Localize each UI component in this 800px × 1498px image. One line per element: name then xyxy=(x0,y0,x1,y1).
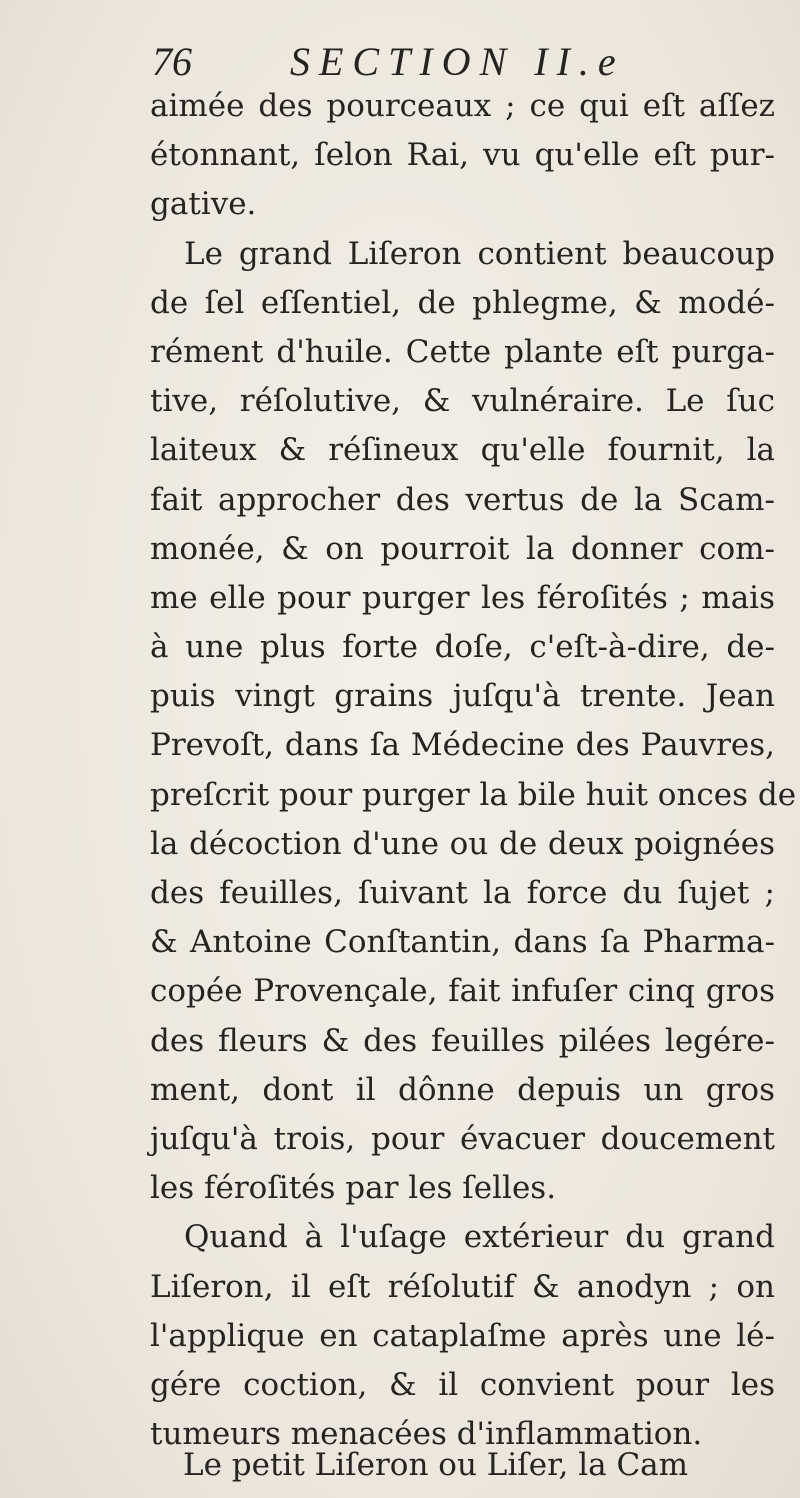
text-line: puis vingt grains juſqu'à trente. Jean xyxy=(150,678,775,715)
page-header xyxy=(150,30,770,88)
text-line: la décoction d'une ou de deux poignées xyxy=(150,825,775,862)
text-line: étonnant, ſelon Rai, vu qu'elle eſt pur- xyxy=(150,137,775,174)
text-line: des fleurs & des feuilles pilées legére- xyxy=(150,1022,775,1059)
text-line: fait approcher des vertus de la Scam- xyxy=(150,481,775,518)
text-line: rément d'huile. Cette plante eſt purga- xyxy=(150,333,775,370)
text-line: me elle pour purger les féroſités ; mais xyxy=(150,579,775,616)
text-line: Prevoſt, dans ſa Médecine des Pauvres, xyxy=(150,727,775,764)
text-line: ment, dont il dônne depuis un gros xyxy=(150,1071,775,1108)
text-line: & Antoine Conſtantin, dans ſa Pharma- xyxy=(150,924,775,961)
text-line: preſcrit pour purger la bile huit onces de xyxy=(150,776,797,813)
text-line: gére coction, & il convient pour les xyxy=(150,1366,775,1403)
text-line: l'applique en cataplaſme après une lé- xyxy=(150,1317,775,1354)
text-line: juſqu'à trois, pour évacuer doucement xyxy=(150,1120,775,1157)
text-line: monée, & on pourroit la donner com- xyxy=(150,530,775,567)
text-line: laiteux & réſineux qu'elle fournit, la xyxy=(150,432,775,469)
running-head: SECTION II.e xyxy=(290,39,625,84)
text-line: tive, réſolutive, & vulnéraire. Le ſuc xyxy=(150,383,775,420)
text-line: des feuilles, ſuivant la force du ſujet ; xyxy=(150,875,775,911)
catchword: Le petit Liſeron ou Liſer, la Cam xyxy=(183,1447,689,1483)
text-line: Quand à l'uſage extérieur du grand xyxy=(184,1219,775,1256)
text-line: à une plus forte doſe, c'eſt-à-dire, de- xyxy=(150,629,775,666)
text-line: Le grand Liſeron contient beaucoup xyxy=(184,235,775,272)
text-line: les féroſités par les ſelles. xyxy=(150,1170,557,1207)
page-number: 76 xyxy=(152,39,192,84)
text-line: Liſeron, il eſt réſolutif & anodyn ; on xyxy=(150,1268,775,1305)
body-text xyxy=(150,82,797,1459)
text-line: aimée des pourceaux ; ce qui eſt aſſez xyxy=(150,88,775,124)
text-line: tumeurs menacées d'inflammation. xyxy=(150,1416,703,1453)
text-line: copée Provençale, fait infuſer cinq gros xyxy=(150,973,775,1010)
text-line: gative. xyxy=(150,186,257,223)
text-line: de ſel eſſentiel, de phlegme, & modé- xyxy=(150,284,775,321)
